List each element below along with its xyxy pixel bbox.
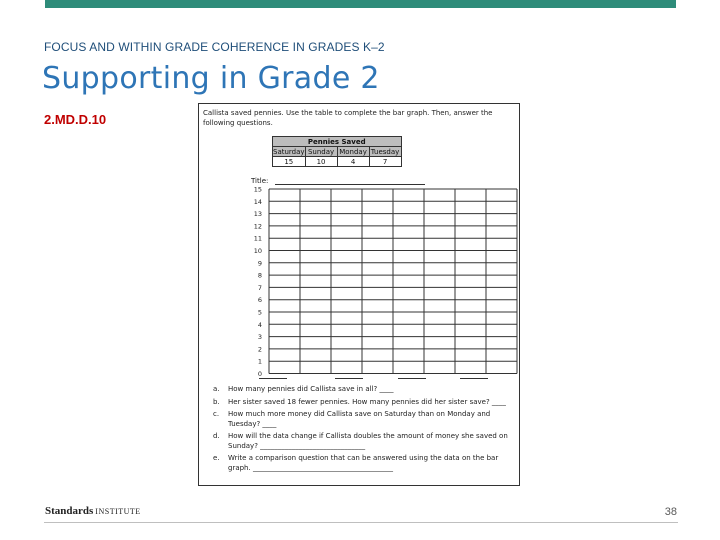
- question-text: How many pennies did Callista save in all? ____: [228, 385, 394, 393]
- worksheet-instructions: Callista saved pennies. Use the table to complete the bar graph. Then, answer the following questions.: [203, 109, 493, 127]
- question-text: Her sister saved 18 fewer pennies. How many pennies did her sister save? ____: [228, 397, 506, 406]
- y-tick-label: 15: [253, 186, 262, 194]
- blank-bar-graph-grid: [239, 186, 519, 376]
- question-letter: d.: [213, 432, 220, 440]
- question-letter: a.: [213, 385, 220, 393]
- y-tick-label: 9: [257, 259, 262, 268]
- standard-code: 2.MD.D.10: [44, 112, 107, 127]
- question-item: [213, 385, 519, 395]
- y-tick-label: 7: [257, 283, 262, 292]
- y-tick-label: 14: [253, 197, 262, 206]
- table-cell: 7: [369, 157, 401, 167]
- standards-institute-logo: [45, 505, 141, 517]
- y-tick-label: 13: [253, 210, 262, 219]
- y-tick-label: 10: [253, 247, 262, 255]
- question-letter: e.: [213, 454, 220, 462]
- question-text: How much more money did Callista save on Saturday than on Monday and Tuesday? ____: [228, 410, 491, 428]
- x-label-blank: [335, 378, 363, 379]
- table-cell: 4: [337, 157, 369, 167]
- y-tick-label: 1: [257, 357, 262, 366]
- table-header: Sunday: [305, 147, 337, 157]
- y-tick-label: 3: [257, 333, 262, 342]
- x-label-blank: [460, 378, 488, 379]
- question-item: [213, 454, 519, 473]
- y-axis-ticks: [254, 186, 262, 376]
- table-cell: 15: [273, 157, 306, 167]
- y-tick-label: 8: [257, 271, 262, 280]
- question-list: [213, 385, 519, 476]
- page-number: 38: [664, 506, 677, 518]
- pennies-table: [272, 136, 402, 167]
- table-cell: 10: [305, 157, 337, 167]
- worksheet-image: [198, 103, 520, 486]
- x-label-blank: [259, 378, 287, 379]
- graph-title-blank: [275, 184, 425, 185]
- logo-word-standards: Standards: [45, 505, 94, 517]
- question-text: How will the data change if Callista doubles the amount of money she saved on Sunday? ______________________________: [228, 432, 508, 450]
- x-label-blank: [398, 378, 426, 379]
- table-header: Saturday: [273, 147, 305, 156]
- slide-title: Supporting in Grade 2: [42, 61, 380, 96]
- accent-bar: [45, 0, 676, 8]
- y-tick-label: 5: [257, 308, 262, 317]
- y-tick-label: 11: [253, 234, 262, 243]
- table-caption: Pennies Saved: [273, 137, 402, 147]
- table-header: Tuesday: [370, 147, 400, 156]
- y-tick-label: 0: [257, 370, 262, 376]
- section-kicker: FOCUS AND WITHIN GRADE COHERENCE IN GRADES K–2: [44, 40, 385, 54]
- graph-title-label: Title:: [251, 177, 269, 185]
- question-text: Write a comparison question that can be answered using the data on the bar graph. ________________________________________: [228, 454, 499, 472]
- footer-divider: [44, 522, 678, 523]
- question-item: [213, 432, 519, 451]
- table-header: Monday: [337, 147, 369, 157]
- y-tick-label: 12: [253, 222, 262, 231]
- grid-lines: [269, 189, 517, 374]
- question-letter: b.: [213, 397, 220, 406]
- y-tick-label: 4: [257, 320, 262, 329]
- question-item: [213, 410, 519, 429]
- logo-word-institute: INSTITUTE: [95, 507, 141, 516]
- question-item: [213, 398, 519, 408]
- question-letter: c.: [213, 410, 220, 418]
- y-tick-label: 2: [257, 345, 262, 354]
- y-tick-label: 6: [257, 296, 262, 305]
